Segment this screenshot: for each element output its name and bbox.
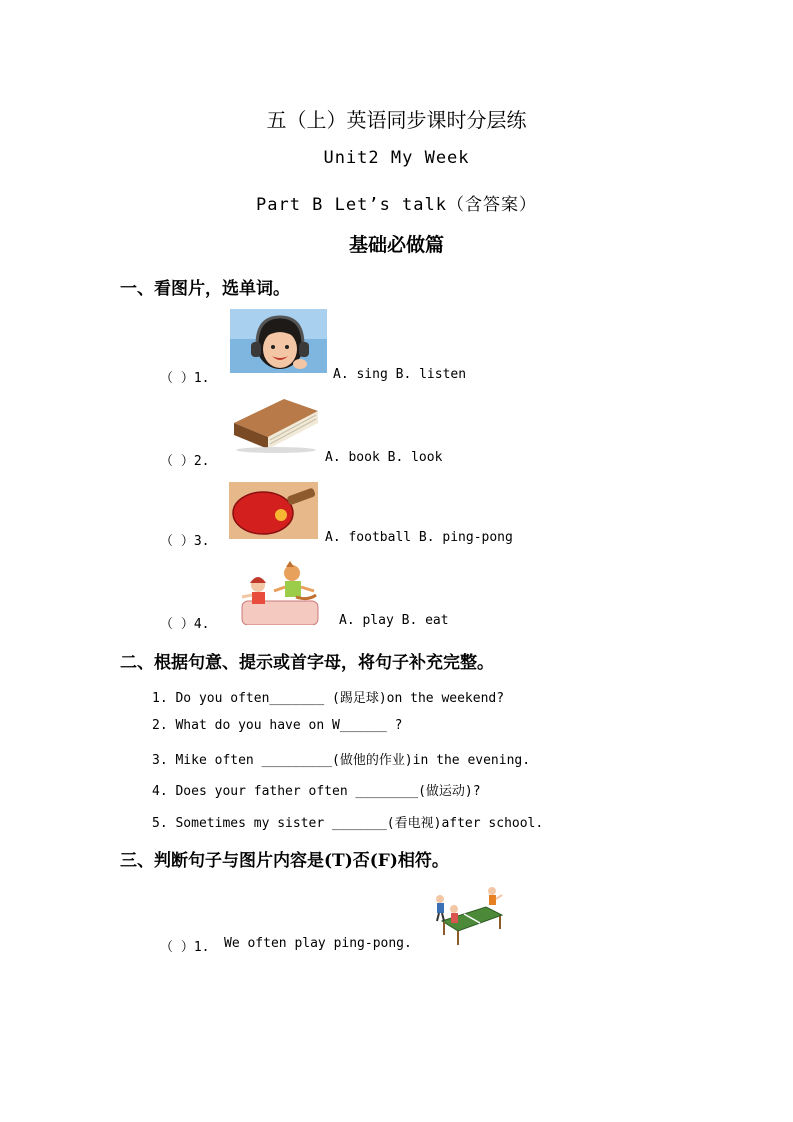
s2-sentence-5: 5. Sometimes my sister _______(看电视)after school.: [152, 816, 544, 831]
section2-heading: 二、根据句意、提示或首字母，将句子补充完整。: [120, 653, 494, 673]
section3-heading: 三、判断句子与图片内容是(T)否(F)相符。: [120, 851, 449, 871]
worksheet-title: 五（上）英语同步课时分层练: [266, 108, 527, 132]
s2-sentence-1: 1. Do you often_______ (踢足球)on the weekend?: [152, 691, 505, 706]
s1-item3-options: A. football B. ping-pong: [325, 530, 513, 545]
s1-item1-prefix: （ ）1.: [160, 371, 210, 386]
children-playing-image: [236, 561, 322, 625]
section1-heading: 一、看图片，选单词。: [120, 279, 290, 299]
s2-sentence-4: 4. Does your father often ________(做运动)?: [152, 784, 481, 799]
ping-pong-paddle-image: [229, 482, 318, 539]
s3-item1-prefix: （ ）1.: [160, 940, 210, 955]
s2-sentence-3: 3. Mike often _________(做他的作业)in the evening.: [152, 753, 531, 768]
ping-pong-players-image: [430, 885, 504, 947]
level-title: 基础必做篇: [348, 234, 444, 256]
s1-item4-options: A. play B. eat: [339, 613, 449, 628]
s2-sentence-2: 2. What do you have on W______ ?: [152, 718, 403, 733]
unit-title: Unit2 My Week: [323, 148, 470, 168]
part-title: Part B Let’s talk（含答案）: [256, 195, 537, 215]
s3-item1-text: We often play ping-pong.: [224, 936, 412, 951]
s1-item3-prefix: （ ）3.: [160, 534, 210, 549]
s1-item2-prefix: （ ）2.: [160, 454, 210, 469]
book-image: [228, 393, 321, 453]
s1-item2-options: A. book B. look: [325, 450, 443, 465]
s1-item1-options: A. sing B. listen: [333, 367, 467, 382]
girl-with-headphones-image: [230, 309, 327, 373]
s1-item4-prefix: （ ）4.: [160, 617, 210, 632]
